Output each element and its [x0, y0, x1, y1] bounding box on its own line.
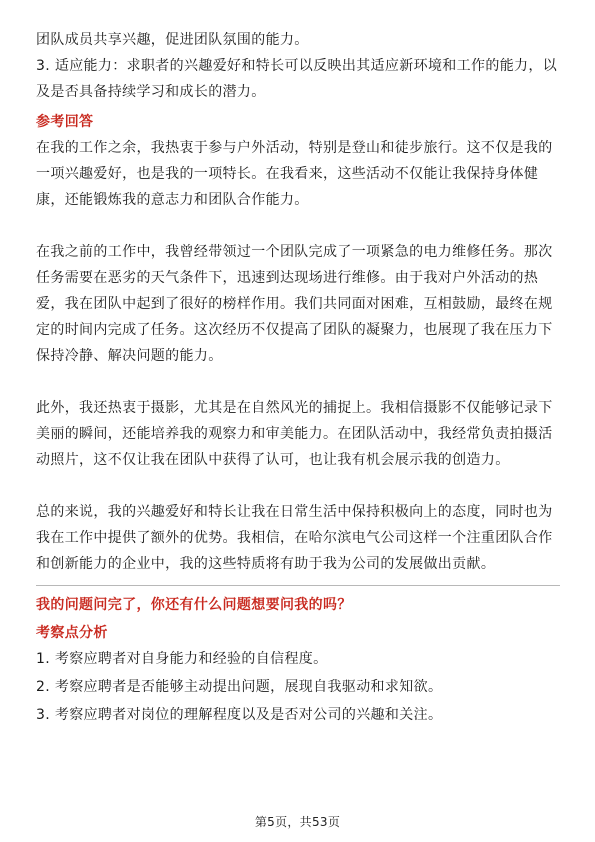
analysis-item: 1. 考察应聘者对自身能力和经验的自信程度。	[36, 651, 328, 667]
answer-paragraph: 总的来说，我的兴趣爱好和特长让我在日常生活中保持积极向上的态度，同时也为我在工作中提供了额外的优势。我相信，在哈尔滨电气公司这样一个注重团队合作和创新能力的企业中，我的这些特质将有助于我为公司的发展做出贡献。	[36, 504, 553, 572]
text-line: 3. 适应能力：求职者的兴趣爱好和特长可以反映出其适应新环境和工作的能力，以及是否具备持续学习和成长的潜力。	[36, 58, 558, 100]
section-divider	[36, 585, 560, 586]
text-line: 团队成员共享兴趣，促进团队氛围的能力。	[36, 32, 309, 48]
analysis-item: 3. 考察应聘者对岗位的理解程度以及是否对公司的兴趣和关注。	[36, 707, 443, 723]
question-title: 我的问题问完了，你还有什么问题想要问我的吗？	[36, 597, 352, 613]
answer-paragraph: 在我之前的工作中，我曾经带领过一个团队完成了一项紧急的电力维修任务。那次任务需要在恶劣的天气条件下，迅速到达现场进行维修。由于我对户外活动的热爱，我在团队中起到了很好的榜样作用。我们共同面对困难，互相鼓励，最终在规定的时间内完成了任务。这次经历不仅提高了团队的凝聚力，也展现了我在压力下保持冷静、解决问题的能力。	[36, 244, 553, 364]
analysis-heading: 考察点分析	[36, 625, 108, 641]
page-footer: 第5页，共53页	[254, 815, 341, 829]
answer-paragraph: 在我的工作之余，我热衷于参与户外活动，特别是登山和徒步旅行。这不仅是我的一项兴趣爱好，也是我的一项特长。在我看来，这些活动不仅能让我保持身体健康，还能锻炼我的意志力和团队合作能力。	[36, 140, 553, 208]
document-page	[36, 27, 560, 728]
answer-heading: 参考回答	[36, 114, 94, 130]
analysis-item: 2. 考察应聘者是否能够主动提出问题，展现自我驱动和求知欲。	[36, 679, 443, 695]
answer-paragraph: 此外，我还热衷于摄影，尤其是在自然风光的捕捉上。我相信摄影不仅能够记录下美丽的瞬间，还能培养我的观察力和审美能力。在团队活动中，我经常负责拍摄活动照片，这不仅让我在团队中获得了认可，也让我有机会展示我的创造力。	[36, 400, 553, 468]
